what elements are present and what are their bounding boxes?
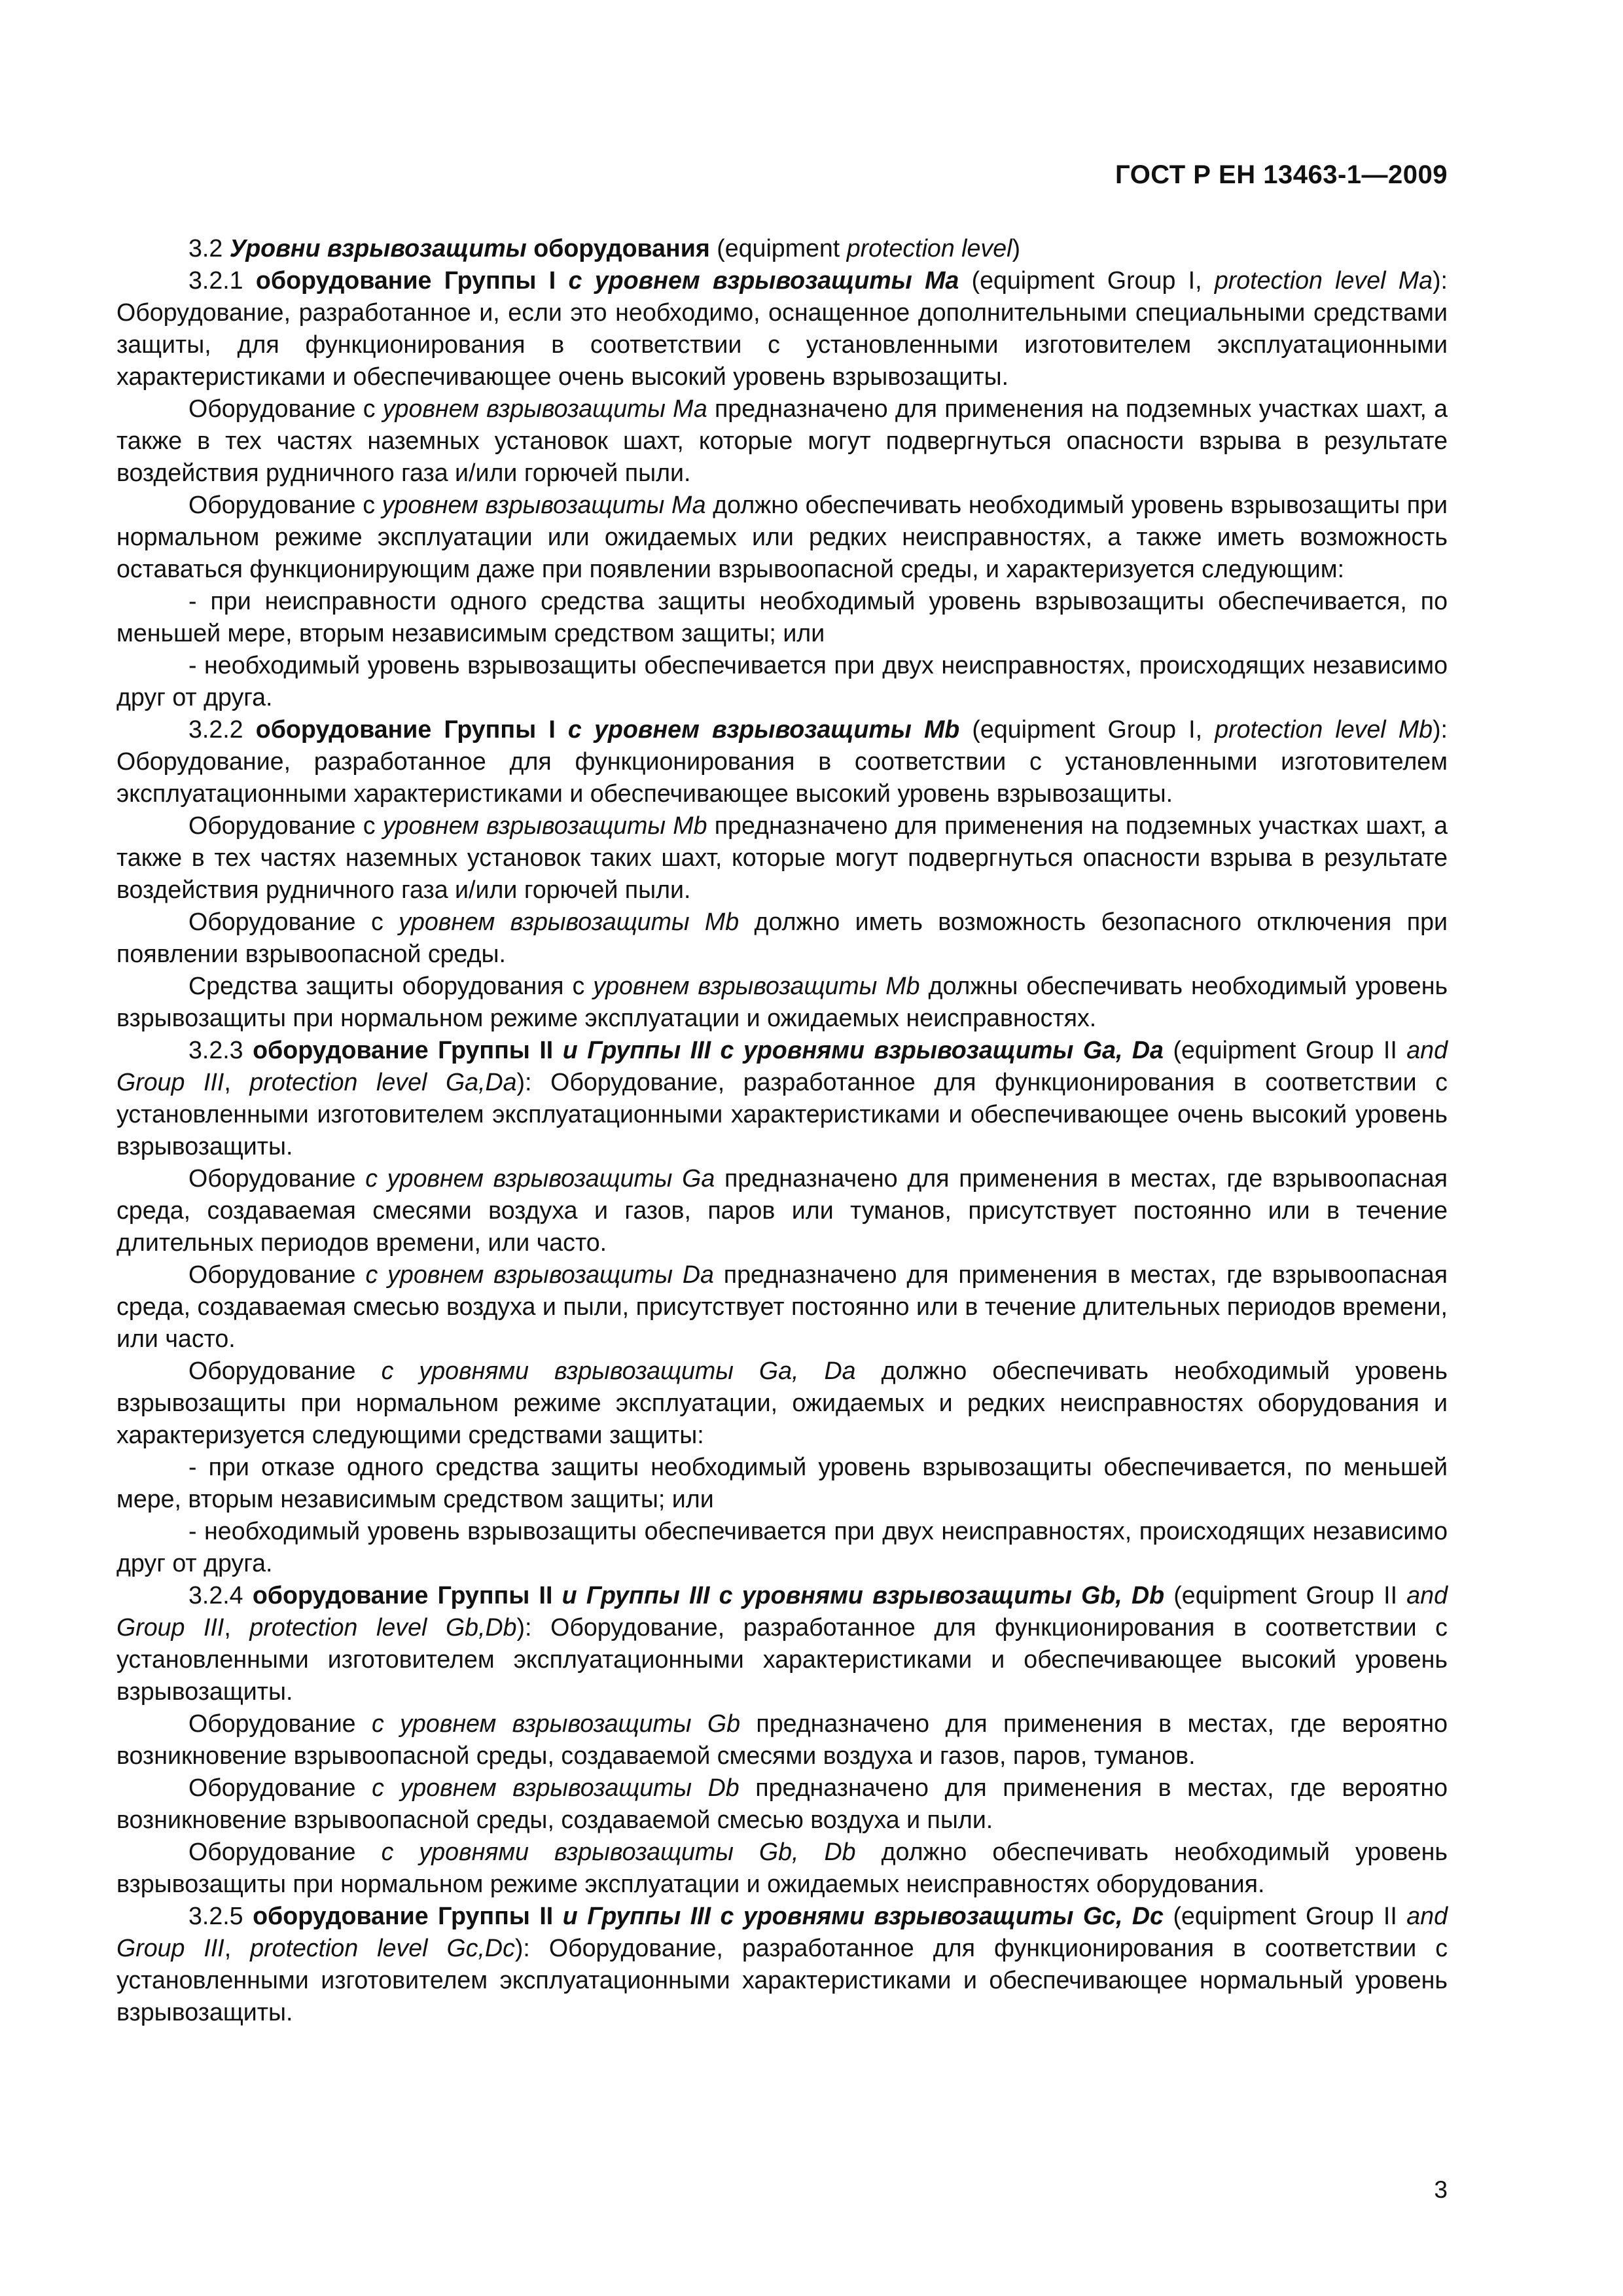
paragraph-3-2-2-b bbox=[116, 906, 1448, 970]
paragraph-italic: уровнем взрывозащиты Mb bbox=[382, 812, 707, 839]
paragraph-italic: с уровнем взрывозащиты Gb bbox=[371, 1710, 741, 1737]
term-bold: оборудование Группы II bbox=[253, 1902, 554, 1929]
paragraph-text: предназначено для применения на подземных участках шахт, а также в тех частях наземных установок таких шахт, которые могут подвергнуться опасности взрыва в результате воздействия рудничного газа и/или горючей пыли. bbox=[116, 812, 1448, 903]
term-definition: Оборудование, разработанное для функционирования в соответствии с установленными изготовителем эксплуатационными характеристиками и обеспечивающее нормальный уровень взрывозащиты. bbox=[116, 1934, 1448, 2026]
term-en-italic: and Group III bbox=[116, 1581, 1448, 1641]
paragraph-italic: с уровнями взрывозащиты Ga, Da bbox=[381, 1357, 856, 1384]
paragraph-3-2-1-b bbox=[116, 489, 1448, 585]
paragraph-text: Оборудование bbox=[188, 1261, 366, 1288]
paragraph-text: должно иметь возможность безопасного отключения при появлении взрывоопасной среды. bbox=[116, 908, 1448, 967]
paragraph-3-2-3-a bbox=[116, 1162, 1448, 1259]
term-number: 3.2.3 bbox=[188, 1036, 243, 1064]
paragraph-text: Оборудование с bbox=[188, 908, 399, 935]
term-en-open: (equipment Group I, bbox=[971, 266, 1215, 294]
term-definition: Оборудование, разработанное для функционирования в соответствии с установленными изготовителем эксплуатационными характеристиками и обеспечивающее высокий уровень взрывозащиты. bbox=[116, 1613, 1448, 1705]
term-en-separator: , bbox=[224, 1934, 251, 1962]
paragraph-text: предназначено для применения в местах, где вероятно возникновение взрывоопасной среды, создаваемой смесями воздуха и газов, паров, туманов. bbox=[116, 1710, 1448, 1769]
term-definition: Оборудование, разработанное для функционирования в соответствии с установленными изготовителем эксплуатационными характеристиками и обеспечивающее высокий уровень взрывозащиты. bbox=[116, 747, 1448, 807]
paragraph-3-2-4-a bbox=[116, 1708, 1448, 1772]
term-3-2-2 bbox=[116, 713, 1448, 810]
section-title-en-italic: protection level bbox=[846, 234, 1012, 262]
term-en-italic: protection level Gb,Db bbox=[249, 1613, 517, 1641]
section-title-en-open: (equipment bbox=[717, 234, 847, 262]
paragraph-3-2-4-b bbox=[116, 1772, 1448, 1836]
paragraph-text: Оборудование bbox=[188, 1774, 372, 1801]
paragraph-3-2-4-c bbox=[116, 1836, 1448, 1900]
term-number: 3.2.2 bbox=[188, 715, 243, 743]
term-en-italic: protection level Ma bbox=[1214, 266, 1433, 294]
list-item-3-2-3-1: - при отказе одного средства защиты необходимый уровень взрывозащиты обеспечивается, по меньшей мере, вторым независимым средством защиты; или bbox=[116, 1453, 1448, 1513]
term-en-close: ): bbox=[516, 1613, 551, 1641]
list-item-3-2-1-1: - при неисправности одного средства защиты необходимый уровень взрывозащиты обеспечивается, по меньшей мере, вторым независимым средством защиты; или bbox=[116, 587, 1448, 647]
term-en-separator: , bbox=[224, 1613, 250, 1641]
paragraph-italic: уровнем взрывозащиты Mb bbox=[593, 972, 920, 999]
term-3-2-5 bbox=[116, 1900, 1448, 2028]
paragraph-text: должно обеспечивать необходимый уровень взрывозащиты при нормальном режиме эксплуатации и ожидаемых неисправностях оборудования. bbox=[116, 1838, 1448, 1897]
term-3-2-3 bbox=[116, 1034, 1448, 1162]
paragraph-italic: с уровнями взрывозащиты Gb, Db bbox=[381, 1838, 856, 1865]
paragraph-text: Оборудование с bbox=[188, 395, 383, 422]
paragraph-3-2-2-c bbox=[116, 970, 1448, 1034]
page-number: 3 bbox=[1434, 2176, 1448, 2203]
term-en-italic: protection level Gc,Dc bbox=[250, 1934, 515, 1962]
term-bold-italic: и Группы III с уровнями взрывозащиты Gc, Dc bbox=[562, 1902, 1164, 1929]
paragraph-text: предназначено для применения в местах, где взрывоопасная среда, создаваемая смесью воздуха и пыли, присутствует постоянно или в течение длительных периодов времени, или часто. bbox=[116, 1261, 1448, 1352]
term-en-italic: protection level Mb bbox=[1215, 715, 1433, 743]
paragraph-italic: с уровнем взрывозащиты Ga bbox=[365, 1164, 715, 1192]
term-bold-italic: с уровнем взрывозащиты Mb bbox=[567, 715, 960, 743]
term-bold: оборудование Группы II bbox=[253, 1036, 554, 1064]
paragraph-italic: уровнем взрывозащиты Mb bbox=[399, 908, 740, 935]
section-title-bold-italic: Уровни взрывозащиты bbox=[229, 234, 527, 262]
paragraph-text: Оборудование bbox=[188, 1838, 382, 1865]
term-en-italic: protection level Ga,Da bbox=[249, 1068, 517, 1096]
paragraph-italic: уровнем взрывозащиты Ма bbox=[382, 491, 706, 518]
paragraph-text: Оборудование bbox=[188, 1164, 366, 1192]
term-en-open: (equipment Group II bbox=[1173, 1581, 1407, 1609]
term-bold-italic: и Группы III с уровнями взрывозащиты Ga, Da bbox=[562, 1036, 1164, 1064]
term-en-close: ): bbox=[514, 1934, 549, 1962]
term-en-open: (equipment Group I, bbox=[972, 715, 1215, 743]
term-bold-italic: и Группы III с уровнями взрывозащиты Gb, Db bbox=[562, 1581, 1165, 1609]
paragraph-text: Средства защиты оборудования с bbox=[188, 972, 594, 999]
term-en-open: (equipment Group II bbox=[1173, 1902, 1407, 1929]
term-number: 3.2.4 bbox=[188, 1581, 243, 1609]
term-3-2-4 bbox=[116, 1579, 1448, 1708]
term-en-close: ): bbox=[516, 1068, 551, 1096]
paragraph-italic: уровнем взрывозащиты Ма bbox=[382, 395, 707, 422]
section-heading-3-2 bbox=[116, 232, 1448, 264]
term-number: 3.2.1 bbox=[188, 266, 243, 294]
term-en-italic: and Group III bbox=[116, 1902, 1448, 1962]
paragraph-italic: с уровнем взрывозащиты Da bbox=[365, 1261, 714, 1288]
paragraph-text: предназначено для применения в местах, где вероятно возникновение взрывоопасной среды, создаваемой смесью воздуха и пыли. bbox=[116, 1774, 1448, 1833]
term-3-2-1 bbox=[116, 264, 1448, 393]
term-en-close: ): bbox=[1433, 715, 1448, 743]
paragraph-text: должны обеспечивать необходимый уровень взрывозащиты при нормальном режиме эксплуатации и ожидаемых неисправностях. bbox=[116, 972, 1448, 1031]
paragraph-italic: с уровнем взрывозащиты Db bbox=[372, 1774, 740, 1801]
list-item-3-2-3-2: - необходимый уровень взрывозащиты обеспечивается при двух неисправностях, происходящих независимо друг от друга. bbox=[116, 1517, 1448, 1577]
paragraph-text: предназначено для применения на подземных участках шахт, а также в тех частях наземных установок шахт, которые могут подвергнуться опасности взрыва в результате воздействия рудничного газа и/или горючей пыли. bbox=[116, 395, 1448, 486]
section-title-en-close: ) bbox=[1012, 234, 1020, 262]
section-number: 3.2 bbox=[188, 234, 223, 262]
page-content bbox=[116, 232, 1448, 2028]
paragraph-text: предназначено для применения в местах, где взрывоопасная среда, создаваемая смесями воздуха и газов, паров или туманов, присутствует постоянно или в течение длительных периодов времени, или часто. bbox=[116, 1164, 1448, 1256]
paragraph-text: Оборудование с bbox=[188, 491, 382, 518]
paragraph-text: должно обеспечивать необходимый уровень взрывозащиты при нормальном режиме эксплуатации или ожидаемых или редких неисправностях, а также иметь возможность оставаться функционирующим даже при появлении взрывоопасной среды, и характеризуется следующим: bbox=[116, 491, 1448, 583]
term-definition: Оборудование, разработанное для функционирования в соответствии с установленными изготовителем эксплуатационными характеристиками и обеспечивающее очень высокий уровень взрывозащиты. bbox=[116, 1068, 1448, 1160]
paragraph-text: Оборудование с bbox=[188, 812, 383, 839]
term-bold: оборудование Группы I bbox=[255, 715, 556, 743]
term-en-italic: and Group III bbox=[116, 1036, 1448, 1096]
term-en-open: (equipment Group II bbox=[1173, 1036, 1407, 1064]
list-item-3-2-1-2: - необходимый уровень взрывозащиты обеспечивается при двух неисправностях, происходящих независимо друг от друга. bbox=[116, 651, 1448, 711]
term-number: 3.2.5 bbox=[188, 1902, 243, 1929]
term-en-separator: , bbox=[224, 1068, 250, 1096]
paragraph-text: Оборудование bbox=[188, 1710, 372, 1737]
paragraph-text: Оборудование bbox=[188, 1357, 382, 1384]
term-en-close: ): bbox=[1432, 266, 1448, 294]
term-bold: оборудование Группы II bbox=[252, 1581, 553, 1609]
term-definition: Оборудование, разработанное и, если это необходимо, оснащенное дополнительными специальными средствами защиты, для функционирования в соответствии с установленными изготовителем эксплуатационными характеристиками и обеспечивающее очень высокий уровень взрывозащиты. bbox=[116, 298, 1448, 390]
paragraph-3-2-3-b bbox=[116, 1259, 1448, 1355]
section-title-bold: оборудования bbox=[533, 234, 710, 262]
term-bold-italic: с уровнем взрывозащиты Ma bbox=[568, 266, 959, 294]
paragraph-3-2-3-c bbox=[116, 1355, 1448, 1451]
paragraph-3-2-2-a bbox=[116, 810, 1448, 906]
paragraph-3-2-1-a bbox=[116, 393, 1448, 489]
term-bold: оборудование Группы I bbox=[255, 266, 556, 294]
paragraph-text: должно обеспечивать необходимый уровень взрывозащиты при нормальном режиме эксплуатации, ожидаемых и редких неисправностях оборудования и характеризуется следующими средствами защиты: bbox=[116, 1357, 1448, 1448]
document-code-header: ГОСТ Р ЕН 13463-1—2009 bbox=[1115, 160, 1448, 189]
